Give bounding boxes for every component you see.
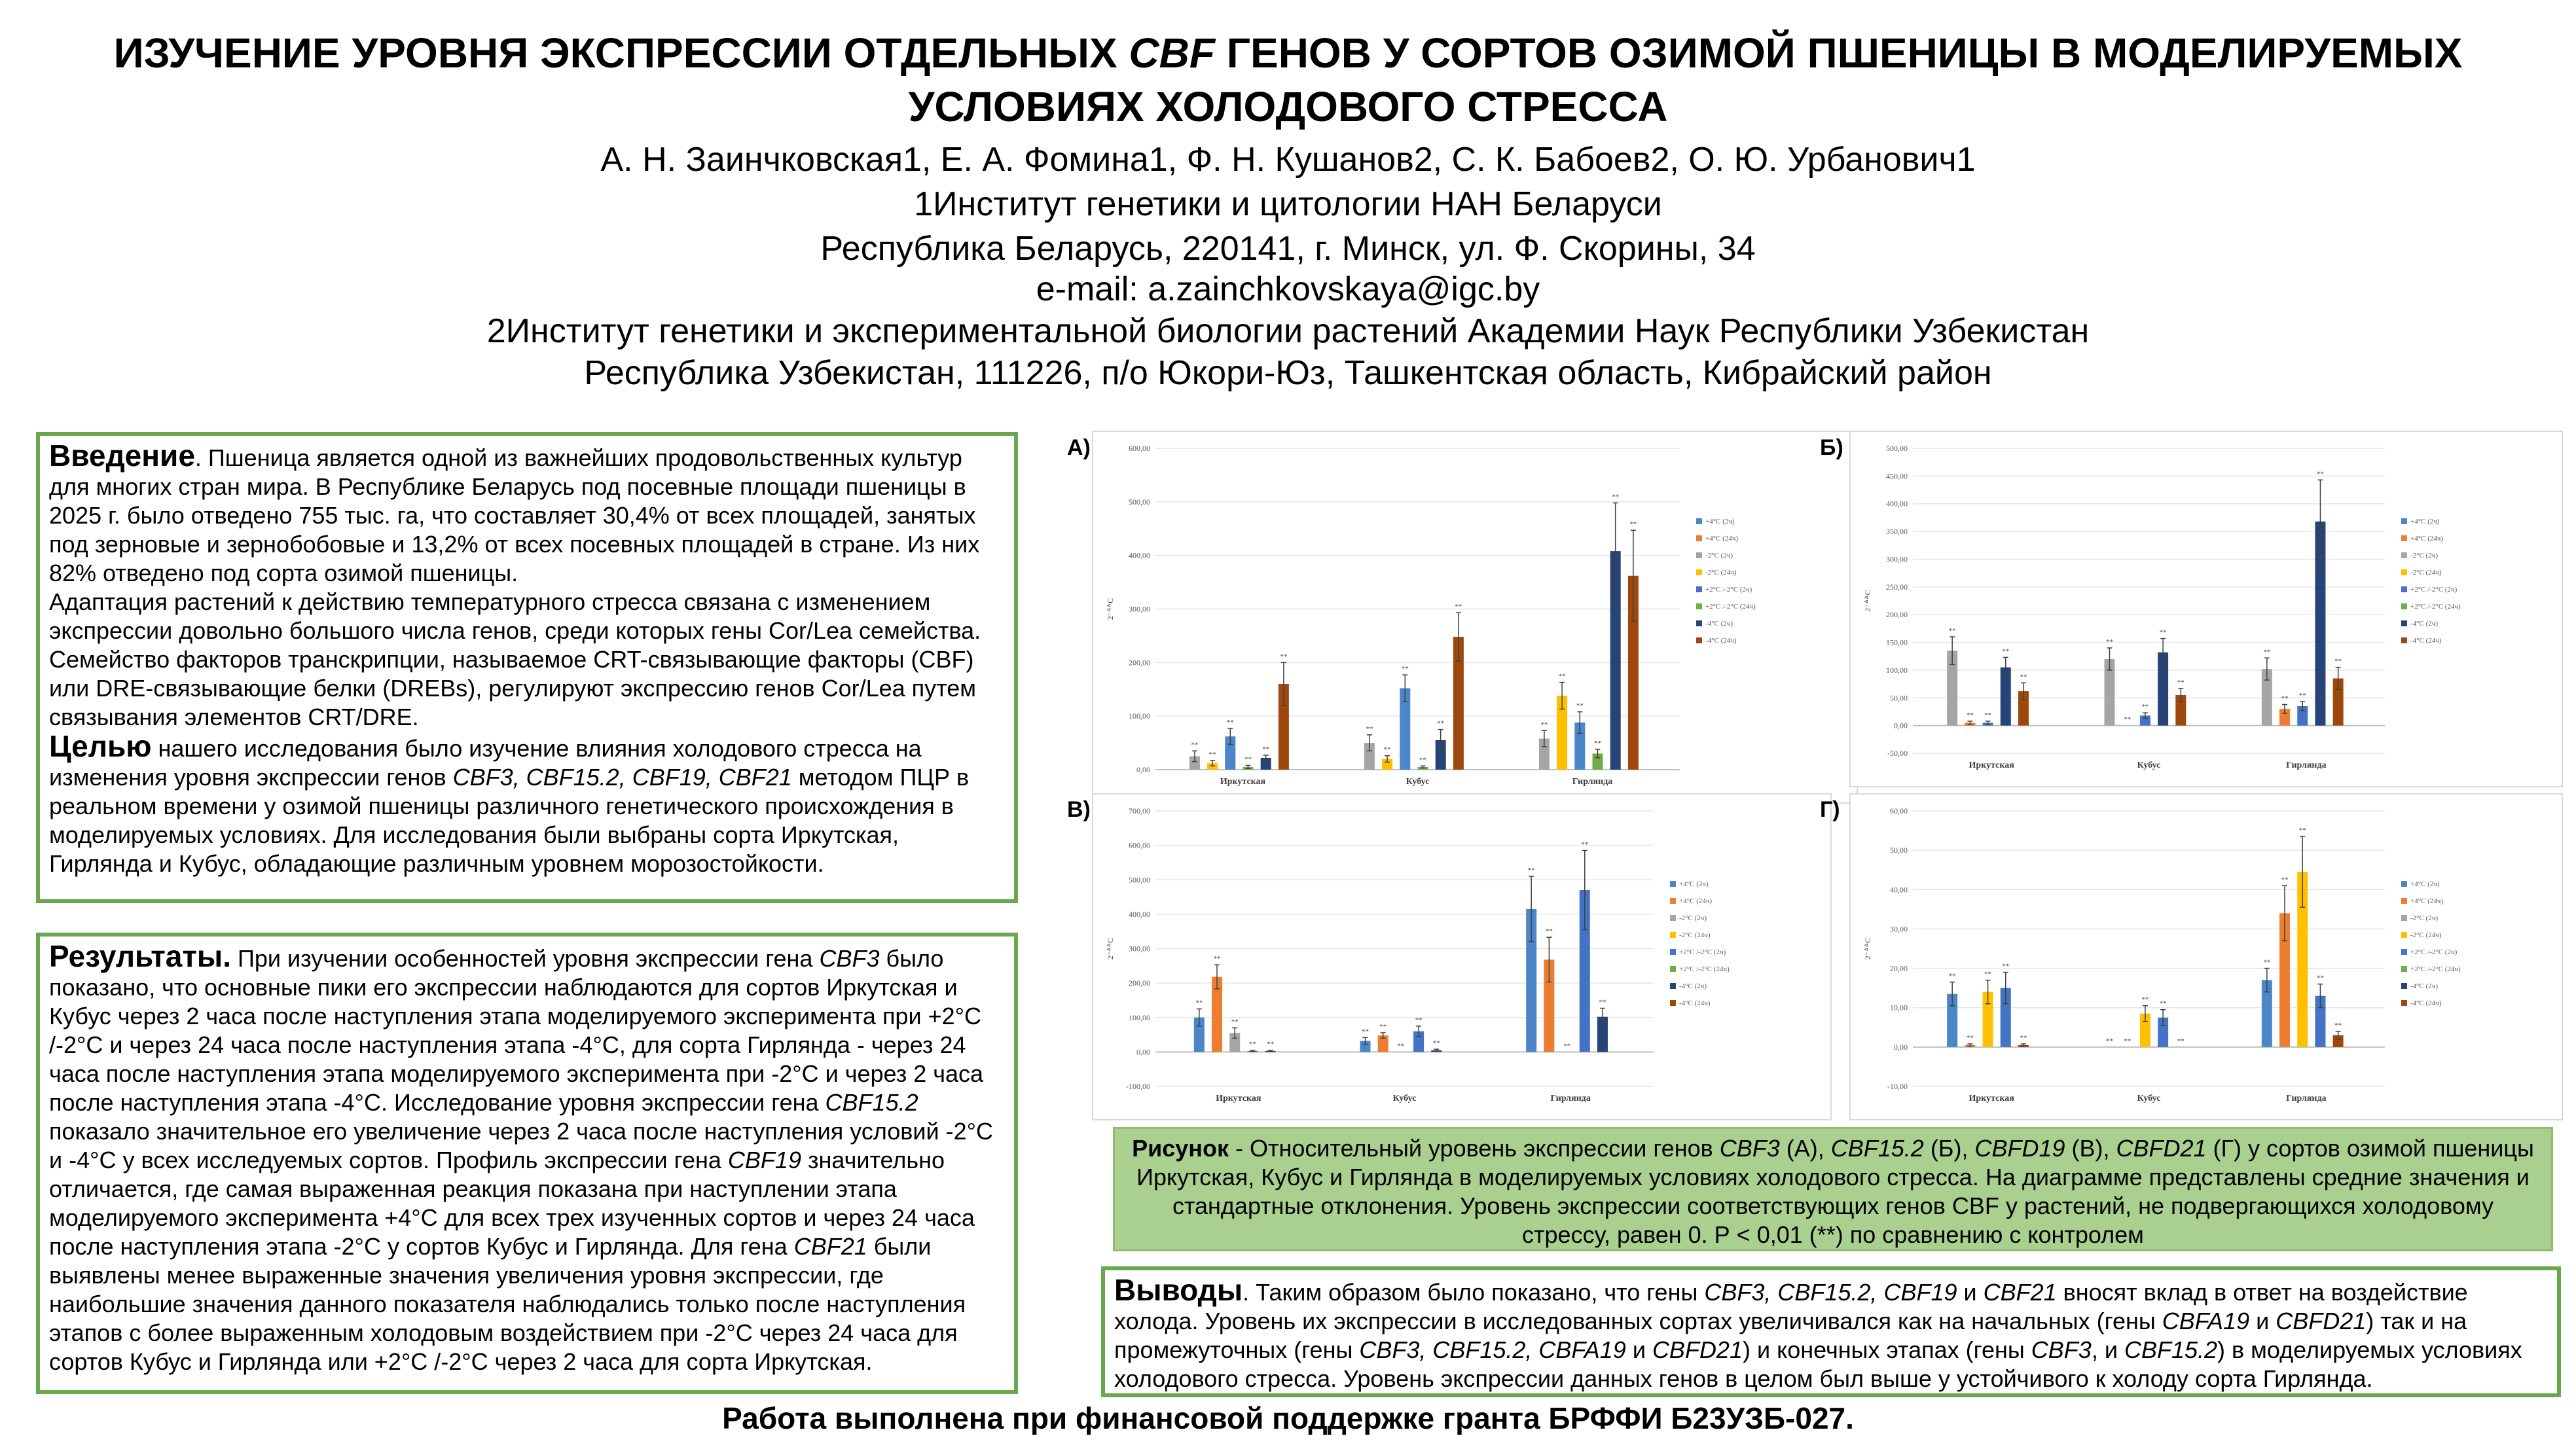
significance-label: **: [2263, 958, 2271, 967]
significance-label: **: [1248, 1040, 1256, 1048]
legend-swatch: [1670, 966, 1676, 972]
title-gene: CBF: [1129, 29, 1215, 77]
results-text: показало значительное его увеличение через 2 часа после наступления условий -2°С и -4°С у всех исследуемых сортов. Профиль экспрессии гена: [49, 1118, 994, 1173]
significance-label: **: [1599, 998, 1606, 1007]
significance-label: **: [2281, 694, 2289, 703]
category-label: Иркутская: [1968, 760, 2014, 770]
y-tick-label: 20,00: [1890, 963, 1908, 973]
significance-label: **: [1984, 711, 1992, 719]
gene-name: CBFA19: [2162, 1308, 2250, 1334]
conclusions-text: ) в моделируемых условиях холодового стресса. Уровень экспрессии данных генов в целом был выше у устойчивого к холоду сорта Гирлянда.: [1114, 1336, 2522, 1392]
legend-label: +4°C (24ч): [2410, 535, 2444, 543]
y-tick-label: 150,00: [1886, 637, 1908, 647]
legend-label: -2°C (2ч): [1705, 552, 1733, 560]
gene-name: CBF3: [1719, 1135, 1780, 1162]
panel-label-b: Б): [1820, 435, 1843, 460]
legend-label: -2°C (24ч): [1705, 569, 1737, 577]
gene-name: CBF3: [819, 945, 880, 972]
legend-label: -2°C (24ч): [1679, 931, 1711, 939]
results-text: значительно отличается, где самая выраженная реакция показана при наступлении этапа моделируемого эксперимента +4°С для всех трех изученных сортов и через 24 часа после наступления этапа -2°С у сортов Кубус и Гирлянда. Для гена: [49, 1147, 975, 1260]
legend-label: -4°C (24ч): [1705, 637, 1737, 645]
legend-swatch: [2401, 637, 2407, 643]
significance-label: **: [1984, 970, 1992, 978]
significance-label: **: [1545, 927, 1553, 936]
legend-label: -2°C (24ч): [2410, 931, 2442, 939]
caption-text: (Г) у сортов озимой пшеницы Иркутская, Кубус и Гирлянда в моделируемых условиях холодового стресса. На диаграмме представлены средние значения и стандартные отклонения. Уровень экспрессии соответствующих генов CBF у растений, не подвергающихся холодовому стрессу, равен 0. Р < 0,01 (**) по сравнению с контролем: [1136, 1135, 2534, 1248]
significance-label: **: [2106, 638, 2113, 647]
significance-label: **: [1415, 1016, 1423, 1024]
category-label: Гирлянда: [1572, 777, 1613, 787]
significance-label: **: [1191, 741, 1199, 749]
significance-label: **: [1362, 1027, 1369, 1036]
significance-label: **: [1231, 1018, 1239, 1026]
legend-swatch: [1696, 569, 1702, 575]
legend-swatch: [2401, 898, 2407, 904]
y-tick-label: 700,00: [1129, 806, 1150, 815]
legend-swatch: [1696, 603, 1702, 609]
significance-label: **: [1563, 1042, 1571, 1050]
y-tick-label: 400,00: [1129, 550, 1150, 560]
significance-label: **: [2159, 999, 2167, 1008]
y-tick-label: 30,00: [1890, 924, 1908, 934]
legend-swatch: [1696, 518, 1702, 524]
significance-label: **: [1594, 739, 1601, 747]
intro-box: [36, 432, 1018, 903]
legend-swatch: [1670, 983, 1676, 989]
conclusions-text: ) и конечных этапах (гены: [1742, 1336, 2031, 1363]
legend-swatch: [1670, 915, 1676, 921]
y-tick-label: 500,00: [1886, 444, 1908, 453]
results-box: [36, 933, 1018, 1394]
significance-label: **: [1226, 718, 1234, 726]
y-tick-label: 200,00: [1129, 978, 1150, 988]
legend-swatch: [1696, 637, 1702, 643]
significance-label: **: [2316, 974, 2324, 982]
significance-label: **: [1280, 652, 1288, 661]
panel-label-a: А): [1067, 435, 1091, 460]
legend-label: +2°C /-2°C (24ч): [1705, 603, 1756, 611]
legend-label: +2°C /-2°C (2ч): [2410, 948, 2458, 956]
significance-label: **: [1262, 745, 1270, 753]
category-label: Кубус: [2137, 760, 2161, 770]
chart-b: [1851, 432, 2562, 786]
legend-swatch: [2401, 552, 2407, 558]
intro-heading: Введение: [49, 438, 195, 473]
conclusions-text: и: [1625, 1336, 1652, 1363]
significance-label: **: [2263, 648, 2271, 656]
caption-text: (Б),: [1923, 1135, 1975, 1162]
y-tick-label: 350,00: [1886, 527, 1908, 537]
y-tick-label: 0,00: [1894, 1042, 1908, 1052]
title-line-2: УСЛОВИЯХ ХОЛОДОВОГО СТРЕССА: [908, 83, 1668, 130]
legend-swatch: [1696, 586, 1702, 592]
chart-panel-a: [1092, 431, 1858, 804]
aim-heading: Целью: [49, 729, 152, 763]
significance-label: **: [1540, 721, 1548, 729]
conclusions-heading: Выводы: [1114, 1273, 1243, 1307]
gene-name: CBF15.2: [2124, 1336, 2218, 1363]
y-tick-label: 250,00: [1886, 582, 1908, 592]
y-axis-label: 2⁻ᐞᐞC: [1106, 598, 1115, 620]
results-text: было показано, что основные пики его экспрессии наблюдаются для сортов Иркутская и Кубус через 2 часа после наступления этапа моделируемого эксперимента при +2°С /-2°С и через 24 часа после наступления этапа -4°С, для сорта Гирлянда - через 24 часа после наступления этапа моделируемого эксперимента при -2°С и через 2 часа после наступления этапа -4°С. Исследование уровня экспрессии гена: [49, 945, 984, 1116]
significance-label: **: [1612, 493, 1620, 501]
y-tick-label: -10,00: [1887, 1082, 1908, 1091]
significance-label: **: [1195, 999, 1203, 1007]
aim-genes: CBF3, CBF15.2, CBF19, CBF21: [452, 764, 792, 791]
significance-label: **: [1366, 724, 1373, 733]
chart-c: [1093, 795, 1830, 1119]
legend-label: -4°C (2ч): [1679, 982, 1707, 990]
y-tick-label: 200,00: [1886, 610, 1908, 620]
legend-label: +4°C (2ч): [2410, 880, 2440, 888]
legend-swatch: [2401, 518, 2407, 524]
panel-label-c: В): [1067, 797, 1091, 822]
category-label: Кубус: [2137, 1094, 2161, 1103]
legend-label: +2°C /-2°C (24ч): [2410, 965, 2461, 973]
category-label: Иркутская: [1216, 1094, 1261, 1103]
gene-name: CBF3: [2031, 1336, 2092, 1363]
significance-label: **: [1397, 1042, 1405, 1050]
y-axis-label: 2⁻ᐞᐞC: [1863, 937, 1872, 960]
poster-title: [26, 26, 2550, 134]
intro-text-2: Адаптация растений к действию температурного стресса связана с изменением экспрессии довольно большого числа генов, среди которых гены Cor/Lea семейства. Семейство факторов транскрипции, называемое CRT-связывающие факторы (CBF) или DRE-связывающие белки (DREBs), регулируют экспрессию генов Cor/Lea путем связывания элементов CRT/DRE.: [49, 588, 981, 730]
panel-label-d: Г): [1820, 797, 1840, 822]
significance-label: **: [1401, 665, 1409, 673]
legend-swatch: [2401, 569, 2407, 575]
significance-label: **: [1437, 719, 1445, 728]
significance-label: **: [2159, 628, 2167, 637]
significance-label: **: [2281, 876, 2289, 884]
y-axis-label: 2⁻ᐞᐞC: [1863, 590, 1872, 612]
y-tick-label: 40,00: [1890, 885, 1908, 895]
legend-swatch: [1696, 535, 1702, 541]
aim-text-1: нашего исследования было изучение влияния холодового стресса на изменения уровня экспрессии генов: [49, 735, 922, 791]
gene-name: CBFD21: [2116, 1135, 2207, 1162]
y-tick-label: 600,00: [1129, 444, 1150, 453]
significance-label: **: [1576, 702, 1584, 710]
legend-swatch: [1696, 552, 1702, 558]
significance-label: **: [2020, 673, 2027, 681]
y-tick-label: 10,00: [1890, 1003, 1908, 1012]
gene-name: CBF15.2: [825, 1089, 918, 1116]
y-tick-label: 300,00: [1886, 554, 1908, 564]
aim-text-2: методом ПЦР в реальном времени у озимой пшеницы различного генетического происхождения в моделируемых условиях. Для исследования были выбраны сорта Иркутская, Гирлянда и Кубус, обладающие различным уровнем морозостойкости.: [49, 764, 970, 877]
email[interactable]: e-mail: a.zainchkovskaya@igc.by: [1036, 270, 1540, 308]
category-label: Гирлянда: [1550, 1094, 1591, 1103]
legend-label: -4°C (24ч): [2410, 637, 2442, 645]
significance-label: **: [1966, 711, 1974, 719]
significance-label: **: [1267, 1040, 1275, 1048]
chart-d: [1851, 795, 2562, 1119]
legend-label: +4°C (2ч): [1705, 518, 1735, 526]
significance-label: **: [2124, 1037, 2132, 1045]
significance-label: **: [2106, 1037, 2113, 1045]
legend-label: +2°C /-2°C (2ч): [1679, 948, 1726, 956]
conclusions-text: и: [2249, 1308, 2276, 1334]
significance-label: **: [1208, 751, 1216, 759]
y-tick-label: 200,00: [1129, 658, 1150, 668]
significance-label: **: [2141, 995, 2149, 1004]
legend-swatch: [1670, 881, 1676, 887]
legend-swatch: [2401, 603, 2407, 609]
caption-text: (А),: [1779, 1135, 1831, 1162]
gene-name: CBFD19: [1974, 1135, 2065, 1162]
authors: А. Н. Заинчковская1, Е. А. Фомина1, Ф. Н. Кушанов2, С. К. Бабоев2, О. Ю. Урбанович1: [600, 141, 1976, 179]
legend-label: -4°C (24ч): [2410, 999, 2442, 1007]
legend-label: -2°C (2ч): [2410, 914, 2439, 922]
address-2: Республика Узбекистан, 111226, п/о Юкори-Юз, Ташкентская область, Кибрайский район: [584, 354, 1992, 392]
significance-label: **: [2177, 678, 2185, 687]
legend-label: +2°C /-2°C (24ч): [2410, 603, 2461, 611]
legend-label: +4°C (2ч): [1679, 880, 1709, 888]
y-tick-label: 100,00: [1886, 665, 1908, 675]
legend-swatch: [2401, 983, 2407, 989]
y-tick-label: 400,00: [1129, 909, 1150, 919]
significance-label: **: [1527, 866, 1535, 874]
address-1: Республика Беларусь, 220141, г. Минск, ул. Ф. Скорины, 34: [820, 230, 1756, 268]
significance-label: **: [1379, 1022, 1387, 1031]
gene-name: CBF15.2: [1830, 1135, 1924, 1162]
significance-label: **: [1948, 627, 1956, 635]
legend-label: -2°C (24ч): [2410, 569, 2442, 577]
affiliation-2: 2Институт генетики и экспериментальной биологии растений Академии Наук Республики Узбекистан: [486, 312, 2090, 350]
category-label: Иркутская: [1220, 777, 1266, 787]
significance-label: **: [1558, 672, 1566, 681]
caption-label: Рисунок: [1132, 1135, 1229, 1162]
significance-label: **: [1419, 756, 1426, 764]
significance-label: **: [2177, 1037, 2185, 1045]
significance-label: **: [2298, 827, 2306, 835]
chart-panel-b: [1849, 431, 2563, 787]
y-axis-label: 2⁻ᐞᐞC: [1106, 937, 1115, 960]
significance-label: **: [1383, 745, 1391, 754]
gene-name: CBFD21: [2276, 1308, 2367, 1334]
chart-panel-c: [1092, 793, 1832, 1120]
legend-label: +4°C (24ч): [2410, 897, 2444, 905]
significance-label: **: [2334, 1021, 2342, 1029]
gene-name: CBF21: [793, 1233, 867, 1260]
legend-label: +4°C (24ч): [1705, 535, 1739, 543]
results-text: При изучении особенностей уровня экспрессии гена: [230, 945, 820, 972]
significance-label: **: [2002, 647, 2010, 656]
legend-label: +2°C /-2°C (24ч): [1679, 965, 1730, 973]
significance-label: **: [1432, 1039, 1440, 1048]
chart-panel-d: [1849, 793, 2563, 1120]
conclusions-text: вносят вклад в ответ на воздействие холода. Уровень их экспрессии в исследованных сортах увеличивался как на начальных (гены: [1114, 1279, 2468, 1334]
significance-label: **: [2334, 657, 2342, 666]
y-tick-label: 100,00: [1129, 1012, 1150, 1022]
gene-name: CBF19: [727, 1147, 801, 1173]
legend-swatch: [1670, 949, 1676, 955]
chart-a: [1093, 432, 1857, 802]
significance-label: **: [2141, 703, 2149, 711]
y-tick-label: -100,00: [1126, 1082, 1150, 1091]
significance-label: **: [2020, 1034, 2027, 1043]
results-text: были выявлены менее выраженные значения увеличения уровня экспрессии, где наибольшие значения данного показателя наблюдались только после наступления этапов с более выраженным холодовым воздействием при -2°С через 24 часа для сортов Кубус и Гирлянда или +2°С /-2°С через 2 часа для сорта Иркутская.: [49, 1233, 966, 1375]
legend-swatch: [2401, 881, 2407, 887]
y-tick-label: 100,00: [1129, 711, 1150, 721]
significance-label: **: [2124, 715, 2132, 724]
conclusions-text: , и: [2091, 1336, 2124, 1363]
category-label: Иркутская: [1968, 1094, 2014, 1103]
legend-label: +4°C (2ч): [2410, 518, 2440, 526]
significance-label: **: [1213, 955, 1221, 963]
conclusions-text: ) так и на промежуточных (гены: [1114, 1308, 2467, 1363]
legend-swatch: [2401, 949, 2407, 955]
conclusions-text: и: [1957, 1279, 1984, 1306]
title-text-2: ГЕНОВ У СОРТОВ ОЗИМОЙ ПШЕНИЦЫ В МОДЕЛИРУЕМЫХ: [1214, 29, 2463, 77]
significance-label: **: [1244, 755, 1252, 764]
legend-swatch: [1670, 932, 1676, 938]
significance-label: **: [1948, 972, 1956, 980]
significance-label: **: [2002, 962, 2010, 971]
significance-label: **: [1455, 603, 1462, 611]
caption-text: (В),: [2065, 1135, 2116, 1162]
y-tick-label: -50,00: [1887, 749, 1908, 758]
significance-label: **: [1966, 1034, 1974, 1043]
legend-swatch: [2401, 1000, 2407, 1006]
y-tick-label: 300,00: [1129, 944, 1150, 954]
figure-caption: [1113, 1127, 2553, 1251]
category-label: Кубус: [1392, 1094, 1417, 1103]
category-label: Гирлянда: [2286, 1094, 2327, 1103]
category-label: Гирлянда: [2286, 760, 2327, 770]
legend-swatch: [2401, 535, 2407, 541]
gene-name: CBFD21: [1652, 1336, 1743, 1363]
y-tick-label: 450,00: [1886, 471, 1908, 481]
significance-label: **: [2316, 470, 2324, 478]
conclusions-text: . Таким образом было показано, что гены: [1243, 1279, 1705, 1306]
legend-label: -4°C (2ч): [1705, 620, 1733, 628]
gene-name: CBF3, CBF15.2, CBFA19: [1359, 1336, 1626, 1363]
y-tick-label: 600,00: [1129, 840, 1150, 850]
legend-label: -4°C (24ч): [1679, 999, 1711, 1007]
gene-name: CBF3, CBF15.2, CBF19: [1704, 1279, 1957, 1306]
intro-text-1: . Пшеница является одной из важнейших продовольственных культур для многих стран мира. В Республике Беларусь под посевные площади пшеницы в 2025 г. было отведено 755 тыс. га, что составляет 30,4% от всех площадей, занятых под зерновые и зернобобовые и 13,2% от всех посевных площадей в стране. Из них 82% отведено под сорта озимой пшеницы.: [49, 444, 980, 586]
legend-label: -2°C (2ч): [1679, 914, 1707, 922]
legend-label: +4°C (24ч): [1679, 897, 1713, 905]
significance-label: **: [1581, 840, 1589, 849]
legend-swatch: [1670, 898, 1676, 904]
legend-label: -4°C (2ч): [2410, 982, 2439, 990]
y-tick-label: 50,00: [1890, 693, 1908, 703]
y-tick-label: 300,00: [1129, 604, 1150, 614]
y-tick-label: 0,00: [1894, 721, 1908, 730]
title-text: ИЗУЧЕНИЕ УРОВНЯ ЭКСПРЕССИИ ОТДЕЛЬНЫХ: [113, 29, 1129, 77]
significance-label: **: [2298, 692, 2306, 700]
legend-swatch: [1696, 620, 1702, 626]
legend-swatch: [2401, 915, 2407, 921]
conclusions-box: [1101, 1266, 2561, 1397]
y-tick-label: 500,00: [1129, 875, 1150, 885]
significance-label: **: [1629, 520, 1637, 529]
affiliation-1: 1Институт генетики и цитологии НАН Беларуси: [914, 185, 1662, 223]
category-label: Кубус: [1406, 777, 1430, 787]
funding-note: Работа выполнена при финансовой поддержке гранта БРФФИ Б23УЗБ-027.: [722, 1401, 1854, 1435]
y-tick-label: 60,00: [1890, 806, 1908, 815]
y-tick-label: 400,00: [1886, 499, 1908, 509]
y-tick-label: 0,00: [1136, 1047, 1150, 1057]
legend-swatch: [2401, 932, 2407, 938]
gene-name: CBF21: [1983, 1279, 2057, 1306]
y-tick-label: 0,00: [1136, 765, 1150, 774]
legend-label: -2°C (2ч): [2410, 552, 2439, 560]
legend-label: +2°C /-2°C (2ч): [1705, 586, 1752, 594]
legend-swatch: [2401, 586, 2407, 592]
results-heading: Результаты.: [49, 939, 231, 973]
legend-label: -4°C (2ч): [2410, 620, 2439, 628]
caption-text: - Относительный уровень экспрессии генов: [1229, 1135, 1720, 1162]
y-tick-label: 50,00: [1890, 846, 1908, 855]
y-tick-label: 500,00: [1129, 497, 1150, 507]
legend-swatch: [1670, 1000, 1676, 1006]
legend-swatch: [2401, 966, 2407, 972]
legend-label: +2°C /-2°C (2ч): [2410, 586, 2458, 594]
legend-swatch: [2401, 620, 2407, 626]
